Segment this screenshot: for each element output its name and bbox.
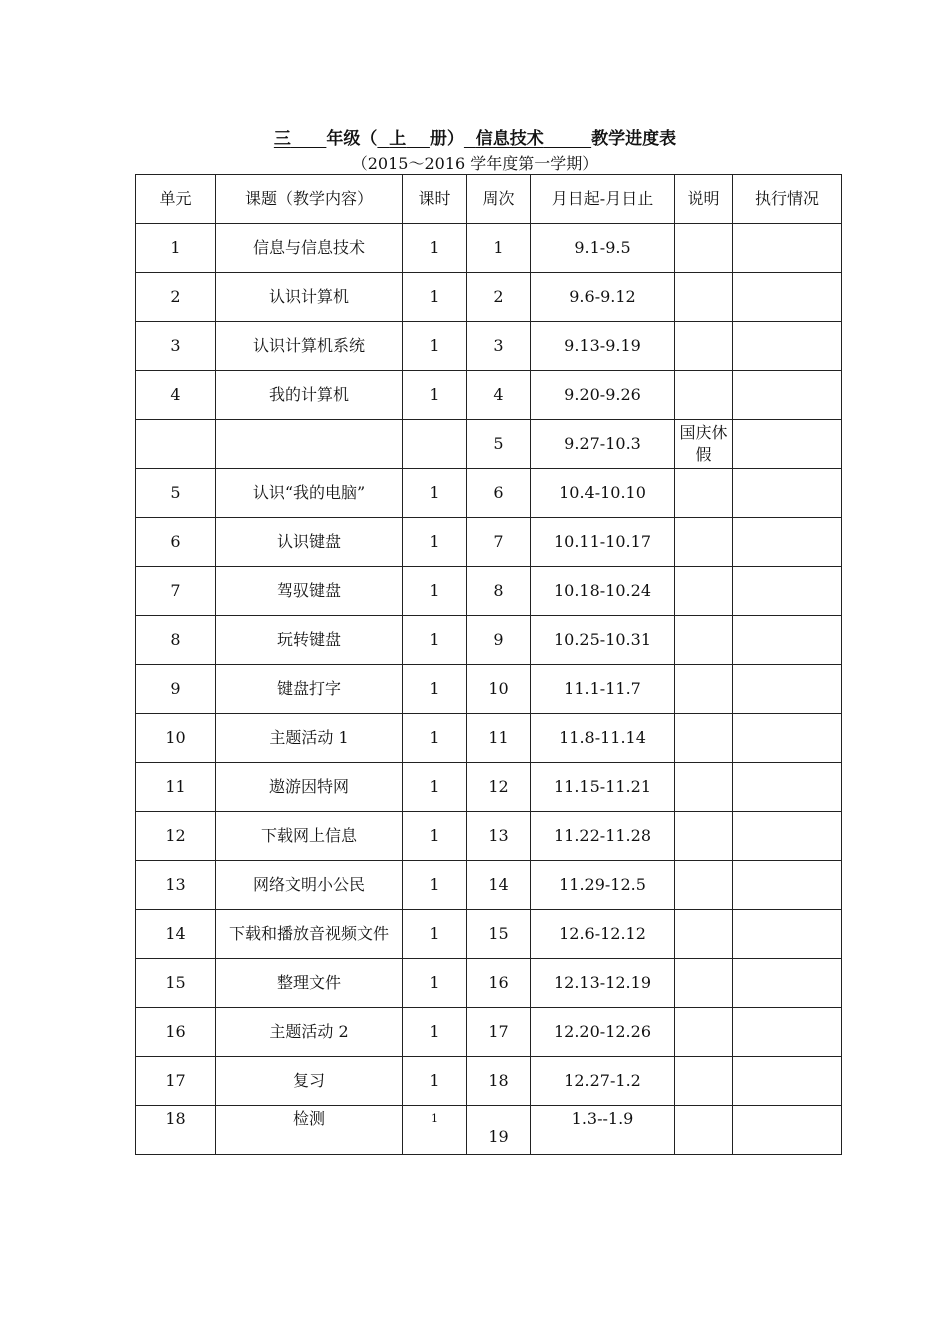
cell-week: 1 — [467, 224, 531, 273]
table-row — [136, 714, 842, 763]
cell-dates: 1.3--1.9 — [531, 1106, 675, 1155]
cell-exec — [733, 714, 842, 763]
table-row — [136, 910, 842, 959]
cell-dates: 12.13-12.19 — [531, 959, 675, 1008]
cell-week: 5 — [467, 420, 531, 469]
cell-dates: 11.29-12.5 — [531, 861, 675, 910]
cell-exec — [733, 420, 842, 469]
cell-topic: 主题活动 1 — [216, 714, 403, 763]
cell-week: 10 — [467, 665, 531, 714]
cell-unit: 6 — [136, 518, 216, 567]
col-header-dates: 月日起-月日止 — [531, 175, 675, 224]
cell-unit: 9 — [136, 665, 216, 714]
cell-dates: 11.8-11.14 — [531, 714, 675, 763]
cell-exec — [733, 665, 842, 714]
page-subtitle: （2015～2016 学年度第一学期） — [351, 154, 599, 173]
subject: 信息技术 — [475, 129, 544, 149]
cell-dates: 12.6-12.12 — [531, 910, 675, 959]
grade: 三 — [273, 129, 291, 149]
cell-note — [675, 1008, 733, 1057]
cell-hours: 1 — [403, 910, 467, 959]
cell-dates: 12.27-1.2 — [531, 1057, 675, 1106]
cell-dates: 12.20-12.26 — [531, 1008, 675, 1057]
cell-exec — [733, 322, 842, 371]
cell-exec — [733, 273, 842, 322]
cell-dates: 9.27-10.3 — [531, 420, 675, 469]
cell-note — [675, 910, 733, 959]
cell-exec — [733, 616, 842, 665]
cell-note — [675, 322, 733, 371]
cell-dates: 11.22-11.28 — [531, 812, 675, 861]
cell-topic: 下载网上信息 — [216, 812, 403, 861]
cell-hours: 1 — [403, 812, 467, 861]
col-header-hours: 课时 — [403, 175, 467, 224]
cell-note — [675, 1106, 733, 1155]
cell-unit: 4 — [136, 371, 216, 420]
cell-exec — [733, 959, 842, 1008]
cell-topic: 认识计算机系统 — [216, 322, 403, 371]
cell-note — [675, 224, 733, 273]
cell-unit: 11 — [136, 763, 216, 812]
volume-suffix: 册） — [429, 129, 464, 149]
cell-unit: 10 — [136, 714, 216, 763]
cell-unit: 5 — [136, 469, 216, 518]
cell-exec — [733, 910, 842, 959]
cell-hours: 1 — [403, 861, 467, 910]
cell-unit: 3 — [136, 322, 216, 371]
cell-hours: 1 — [403, 714, 467, 763]
cell-week: 16 — [467, 959, 531, 1008]
cell-note — [675, 714, 733, 763]
cell-note — [675, 518, 733, 567]
cell-hours: 1 — [403, 273, 467, 322]
table-row — [136, 420, 842, 469]
cell-hours — [403, 420, 467, 469]
cell-exec — [733, 371, 842, 420]
cell-week: 18 — [467, 1057, 531, 1106]
table-row — [136, 371, 842, 420]
cell-exec — [733, 1057, 842, 1106]
cell-week: 7 — [467, 518, 531, 567]
cell-hours: 1 — [403, 665, 467, 714]
cell-unit: 13 — [136, 861, 216, 910]
cell-topic: 玩转键盘 — [216, 616, 403, 665]
title-suffix: 教学进度表 — [591, 129, 677, 149]
volume: 上 — [389, 129, 407, 149]
cell-exec — [733, 861, 842, 910]
cell-week: 3 — [467, 322, 531, 371]
cell-dates: 10.11-10.17 — [531, 518, 675, 567]
cell-note — [675, 273, 733, 322]
cell-exec — [733, 469, 842, 518]
cell-hours: 1 — [403, 567, 467, 616]
table-row — [136, 1106, 842, 1155]
cell-topic: 检测 — [216, 1106, 403, 1155]
cell-week: 14 — [467, 861, 531, 910]
cell-dates: 10.4-10.10 — [531, 469, 675, 518]
grade-suffix: 年级（ — [326, 129, 378, 149]
cell-note — [675, 371, 733, 420]
cell-topic: 驾驭键盘 — [216, 567, 403, 616]
cell-exec — [733, 567, 842, 616]
table-row — [136, 322, 842, 371]
cell-hours: 1 — [403, 1008, 467, 1057]
cell-dates: 10.25-10.31 — [531, 616, 675, 665]
cell-week: 9 — [467, 616, 531, 665]
cell-note — [675, 812, 733, 861]
cell-week: 17 — [467, 1008, 531, 1057]
table-row — [136, 861, 842, 910]
cell-exec — [733, 1106, 842, 1155]
cell-exec — [733, 224, 842, 273]
cell-unit: 14 — [136, 910, 216, 959]
cell-dates: 9.6-9.12 — [531, 273, 675, 322]
cell-hours: 1 — [403, 322, 467, 371]
table-row — [136, 273, 842, 322]
cell-unit — [136, 420, 216, 469]
table-row — [136, 959, 842, 1008]
page-title — [0, 124, 950, 149]
table-row — [136, 616, 842, 665]
cell-unit: 18 — [136, 1106, 216, 1155]
cell-exec — [733, 763, 842, 812]
cell-hours: 1 — [403, 469, 467, 518]
col-header-week: 周次 — [467, 175, 531, 224]
col-header-exec: 执行情况 — [733, 175, 842, 224]
cell-note — [675, 1057, 733, 1106]
table-row — [136, 567, 842, 616]
cell-topic: 认识键盘 — [216, 518, 403, 567]
cell-unit: 8 — [136, 616, 216, 665]
cell-week: 8 — [467, 567, 531, 616]
cell-exec — [733, 812, 842, 861]
schedule-table — [135, 174, 842, 1155]
cell-week: 15 — [467, 910, 531, 959]
cell-unit: 1 — [136, 224, 216, 273]
cell-topic: 认识计算机 — [216, 273, 403, 322]
cell-unit: 16 — [136, 1008, 216, 1057]
cell-unit: 7 — [136, 567, 216, 616]
cell-dates: 10.18-10.24 — [531, 567, 675, 616]
cell-topic — [216, 420, 403, 469]
cell-dates: 9.1-9.5 — [531, 224, 675, 273]
cell-unit: 2 — [136, 273, 216, 322]
cell-week: 12 — [467, 763, 531, 812]
cell-hours: 1 — [403, 959, 467, 1008]
table-row — [136, 1057, 842, 1106]
cell-hours: 1 — [403, 371, 467, 420]
cell-exec — [733, 1008, 842, 1057]
cell-hours: 1 — [403, 763, 467, 812]
cell-note — [675, 959, 733, 1008]
cell-hours: 1 — [403, 224, 467, 273]
cell-note — [675, 469, 733, 518]
cell-week: 2 — [467, 273, 531, 322]
cell-topic: 网络文明小公民 — [216, 861, 403, 910]
cell-dates: 11.1-11.7 — [531, 665, 675, 714]
cell-topic: 键盘打字 — [216, 665, 403, 714]
cell-topic: 下载和播放音视频文件 — [216, 910, 403, 959]
cell-topic: 整理文件 — [216, 959, 403, 1008]
cell-dates: 11.15-11.21 — [531, 763, 675, 812]
cell-hours: 1 — [403, 1057, 467, 1106]
cell-topic: 复习 — [216, 1057, 403, 1106]
cell-dates: 9.13-9.19 — [531, 322, 675, 371]
cell-topic: 信息与信息技术 — [216, 224, 403, 273]
cell-week: 13 — [467, 812, 531, 861]
cell-note — [675, 665, 733, 714]
cell-dates: 9.20-9.26 — [531, 371, 675, 420]
cell-note — [675, 763, 733, 812]
cell-week: 6 — [467, 469, 531, 518]
table-row — [136, 518, 842, 567]
cell-topic: 认识“我的电脑” — [216, 469, 403, 518]
cell-week: 19 — [467, 1106, 531, 1155]
col-header-unit: 单元 — [136, 175, 216, 224]
cell-hours: 1 — [403, 1106, 467, 1155]
cell-week: 4 — [467, 371, 531, 420]
cell-unit: 15 — [136, 959, 216, 1008]
cell-unit: 12 — [136, 812, 216, 861]
table-row — [136, 1008, 842, 1057]
cell-note — [675, 616, 733, 665]
col-header-topic: 课题（教学内容） — [216, 175, 403, 224]
cell-week: 11 — [467, 714, 531, 763]
cell-exec — [733, 518, 842, 567]
table-row — [136, 224, 842, 273]
cell-topic: 主题活动 2 — [216, 1008, 403, 1057]
cell-note — [675, 567, 733, 616]
cell-hours: 1 — [403, 518, 467, 567]
cell-topic: 遨游因特网 — [216, 763, 403, 812]
cell-hours: 1 — [403, 616, 467, 665]
table-row — [136, 812, 842, 861]
cell-note — [675, 861, 733, 910]
table-row — [136, 665, 842, 714]
table-row — [136, 469, 842, 518]
table-row — [136, 763, 842, 812]
table-header-row — [136, 175, 842, 224]
cell-topic: 我的计算机 — [216, 371, 403, 420]
cell-note: 国庆休假 — [675, 420, 733, 469]
col-header-note: 说明 — [675, 175, 733, 224]
cell-unit: 17 — [136, 1057, 216, 1106]
